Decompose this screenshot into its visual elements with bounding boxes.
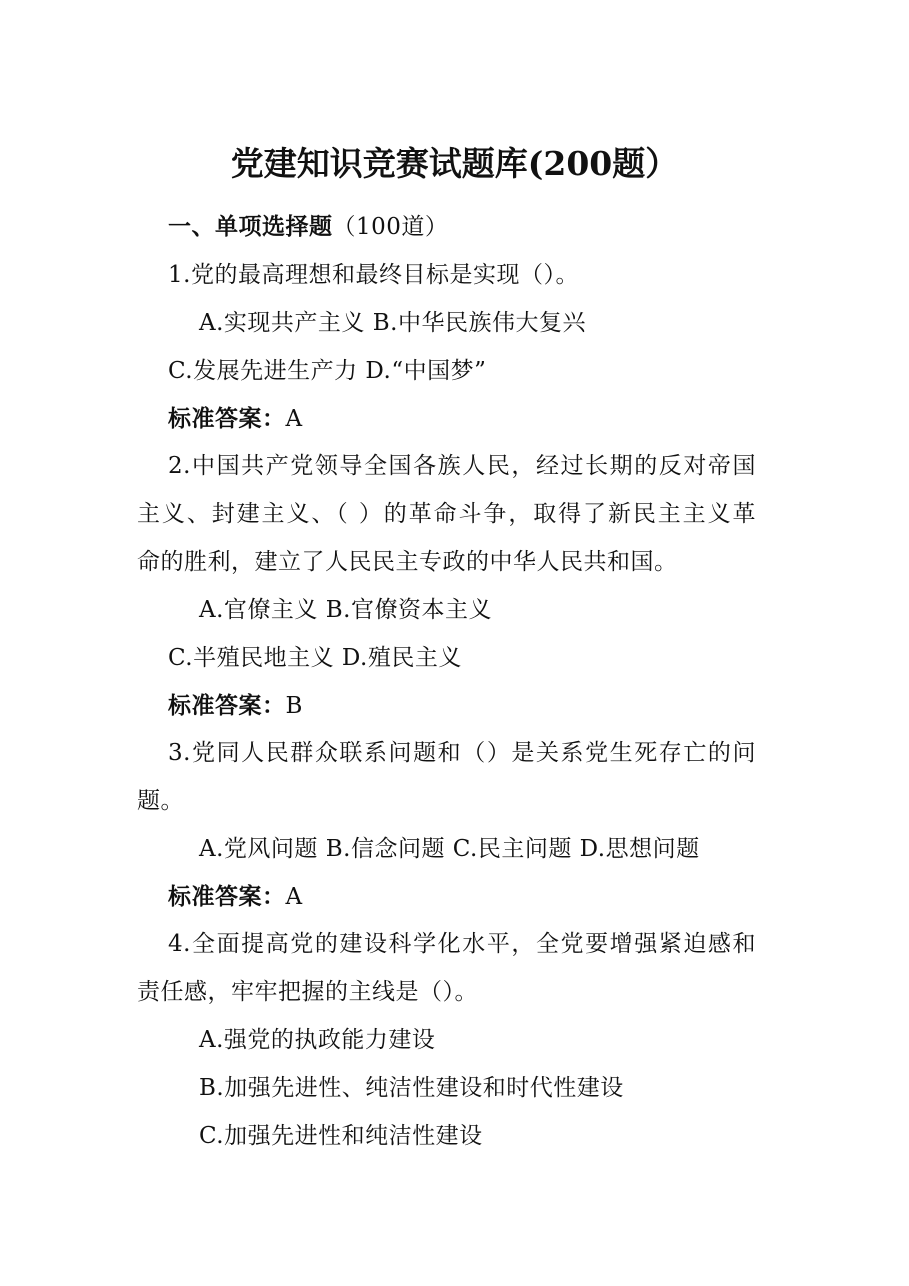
question-2-line-2: 主义、封建主义、（ ）的革命斗争，取得了新民主主义革 <box>137 501 756 527</box>
question-4-option-line-1: A.强党的执政能力建设 <box>199 1027 436 1053</box>
question-2-option-line-1: A.官僚主义 B.官僚资本主义 <box>199 597 492 623</box>
question-4-line-2: 责任感，牢牢把握的主线是（）。 <box>137 979 478 1005</box>
question-4-line-1: 4.全面提高党的建设科学化水平，全党要增强紧迫感和 <box>168 931 756 957</box>
answer-label: 标准答案： <box>168 692 286 719</box>
question-3-line-2: 题。 <box>137 788 184 814</box>
section-heading-count: （100道） <box>332 214 449 240</box>
question-1-option-line-1: A.实现共产主义 B.中华民族伟大复兴 <box>199 310 586 336</box>
answer-label: 标准答案： <box>168 883 286 910</box>
question-4-option-line-3: C.加强先进性和纯洁性建设 <box>199 1123 483 1149</box>
section-heading-label: 一、单项选择题 <box>168 213 333 240</box>
question-3-option-line-1: A.党风问题 B.信念问题 C.民主问题 D.思想问题 <box>199 836 700 862</box>
answer-value: A <box>285 406 303 432</box>
answer-value: B <box>285 693 303 719</box>
question-3-line-1: 3.党同人民群众联系问题和（）是关系党生死存亡的问 <box>168 740 756 766</box>
question-4-option-line-2: B.加强先进性、纯洁性建设和时代性建设 <box>199 1075 624 1101</box>
question-1-line-1: 1.党的最高理想和最终目标是实现（）。 <box>168 262 579 288</box>
question-2-line-3: 命的胜利，建立了人民民主专政的中华人民共和国。 <box>137 549 678 575</box>
section-heading <box>168 210 448 244</box>
question-1-option-line-2: C.发展先进生产力 D.“中国梦” <box>168 358 487 384</box>
question-2-line-1: 2.中国共产党领导全国各族人民，经过长期的反对帝国 <box>168 453 756 479</box>
answer-value: A <box>285 884 303 910</box>
document-title: 党建知识竞赛试题库(200题） <box>230 144 679 183</box>
question-2-option-line-2: C.半殖民地主义 D.殖民主义 <box>168 645 462 671</box>
question-2-answer <box>168 689 303 723</box>
answer-label: 标准答案： <box>168 405 286 432</box>
question-3-answer <box>168 880 303 914</box>
question-1-answer <box>168 402 303 436</box>
